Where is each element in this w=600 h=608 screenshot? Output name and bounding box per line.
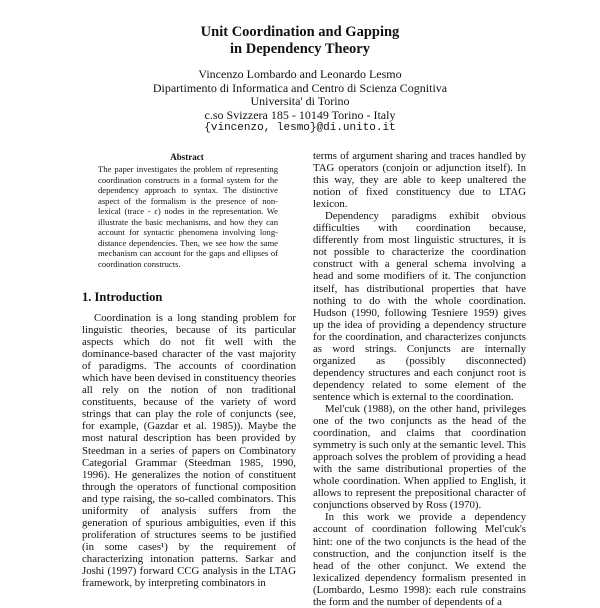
intro-paragraph-1: Coordination is a long standing problem for linguistic theories, because of its particular aspects which do not fit well with the dominance-based character of the vast majority of paradigms. The accounts of coordination which have been devised in constituency theories all rely on the notion of non traditional constituents, because of the variety of word strings that can play the role of conjuncts (see, for example, (Gazdar et al. 1985)). Maybe the most natural description has been provided by Steedman in a series of papers on Combinatory Categorial Grammar (Steedman 1985, 1990, 1996). He generalizes the notion of constituent through the operators of functional composition and type raising, the so-called combinators. This uniformity of analysis suffers from the generation of spurious ambiguities, even if this proliferation of structures seems to be justified (in some cases¹) by the requirement of characterizing intonation patterns. Sarkar and Joshi (1997) forward CCG analysis in the LTAG framework, by interpreting combinators in bbox=[82, 312, 296, 590]
paper-title bbox=[0, 24, 600, 58]
right-paragraph-this-work: In this work we provide a dependency account of coordination following Mel'cuk's hint: one of the two conjuncts is the head of the construction, and the conjunction itself is the head of the other conjunct. We extend the lexicalized dependency formalism presented in (Lombardo, Lesmo 1998): each rule constrains the form and the number of dependents of a bbox=[313, 511, 526, 608]
author-names: Vincenzo Lombardo and Leonardo Lesmo bbox=[198, 67, 402, 81]
abstract-text: The paper investigates the problem of representing coordination constructs in a formal system for the dependency approach to syntax. The distinctive aspect of the formalism is the presence of non-lexical (trace - ε) nodes in the representation. We illustrate the basic mechanisms, and how they can account for syntactic phenomena involving long-distance dependencies. Then, we see how the same mechanism can account for the gaps and ellipses of coordination constructs. bbox=[98, 164, 278, 269]
title-line-1: Unit Coordination and Gapping bbox=[200, 24, 400, 40]
right-paragraph-dependency: Dependency paradigms exhibit obvious difficulties with coordination because, differently from most linguistic structures, it is not possible to characterize the coordination construct with a general schema involving a head and some modifiers of it. The conjunction itself, has distributional properties that have nothing to do with the whole coordination. Hudson (1990, following Tesniere 1959) gives up the idea of providing a dependency structure for the coordination, and characterizes conjuncts as word strings. Conjuncts are internally organized as (possibly disconnected) dependency structures and each conjunct root is dependency related to some element of the sentence which is external to the coordination. bbox=[313, 210, 526, 403]
left-column bbox=[82, 312, 296, 600]
email: {vincenzo, lesmo}@di.unito.it bbox=[204, 122, 396, 134]
section-heading-introduction: 1. Introduction bbox=[82, 290, 163, 304]
abstract-heading: Abstract bbox=[170, 152, 204, 162]
department: Dipartimento di Informatica and Centro di Scienza Cognitiva bbox=[152, 80, 448, 95]
address: c.so Svizzera 185 - 10149 Torino - Italy bbox=[204, 107, 396, 122]
right-paragraph-continued: terms of argument sharing and traces handled by TAG operators (conjoin or adjunction itself). In this way, they are able to keep unaltered the notion of fixed constituency due to LTAG lexicon. bbox=[313, 150, 526, 211]
right-paragraph-melcuk: Mel'cuk (1988), on the other hand, privileges one of the two conjuncts as the head of the coordination, and claims that coordination symmetry is such only at the semantic level. This approach solves the problem of providing a head with the same distributional properties of the whole coordination. When applied to English, it allows to represent the prepositional character of conjunctions observed by Ross (1970). bbox=[313, 402, 527, 512]
university: Universita' di Torino bbox=[250, 94, 350, 108]
title-line-2: in Dependency Theory bbox=[230, 41, 370, 57]
author-block bbox=[0, 68, 600, 136]
right-column bbox=[313, 150, 527, 608]
